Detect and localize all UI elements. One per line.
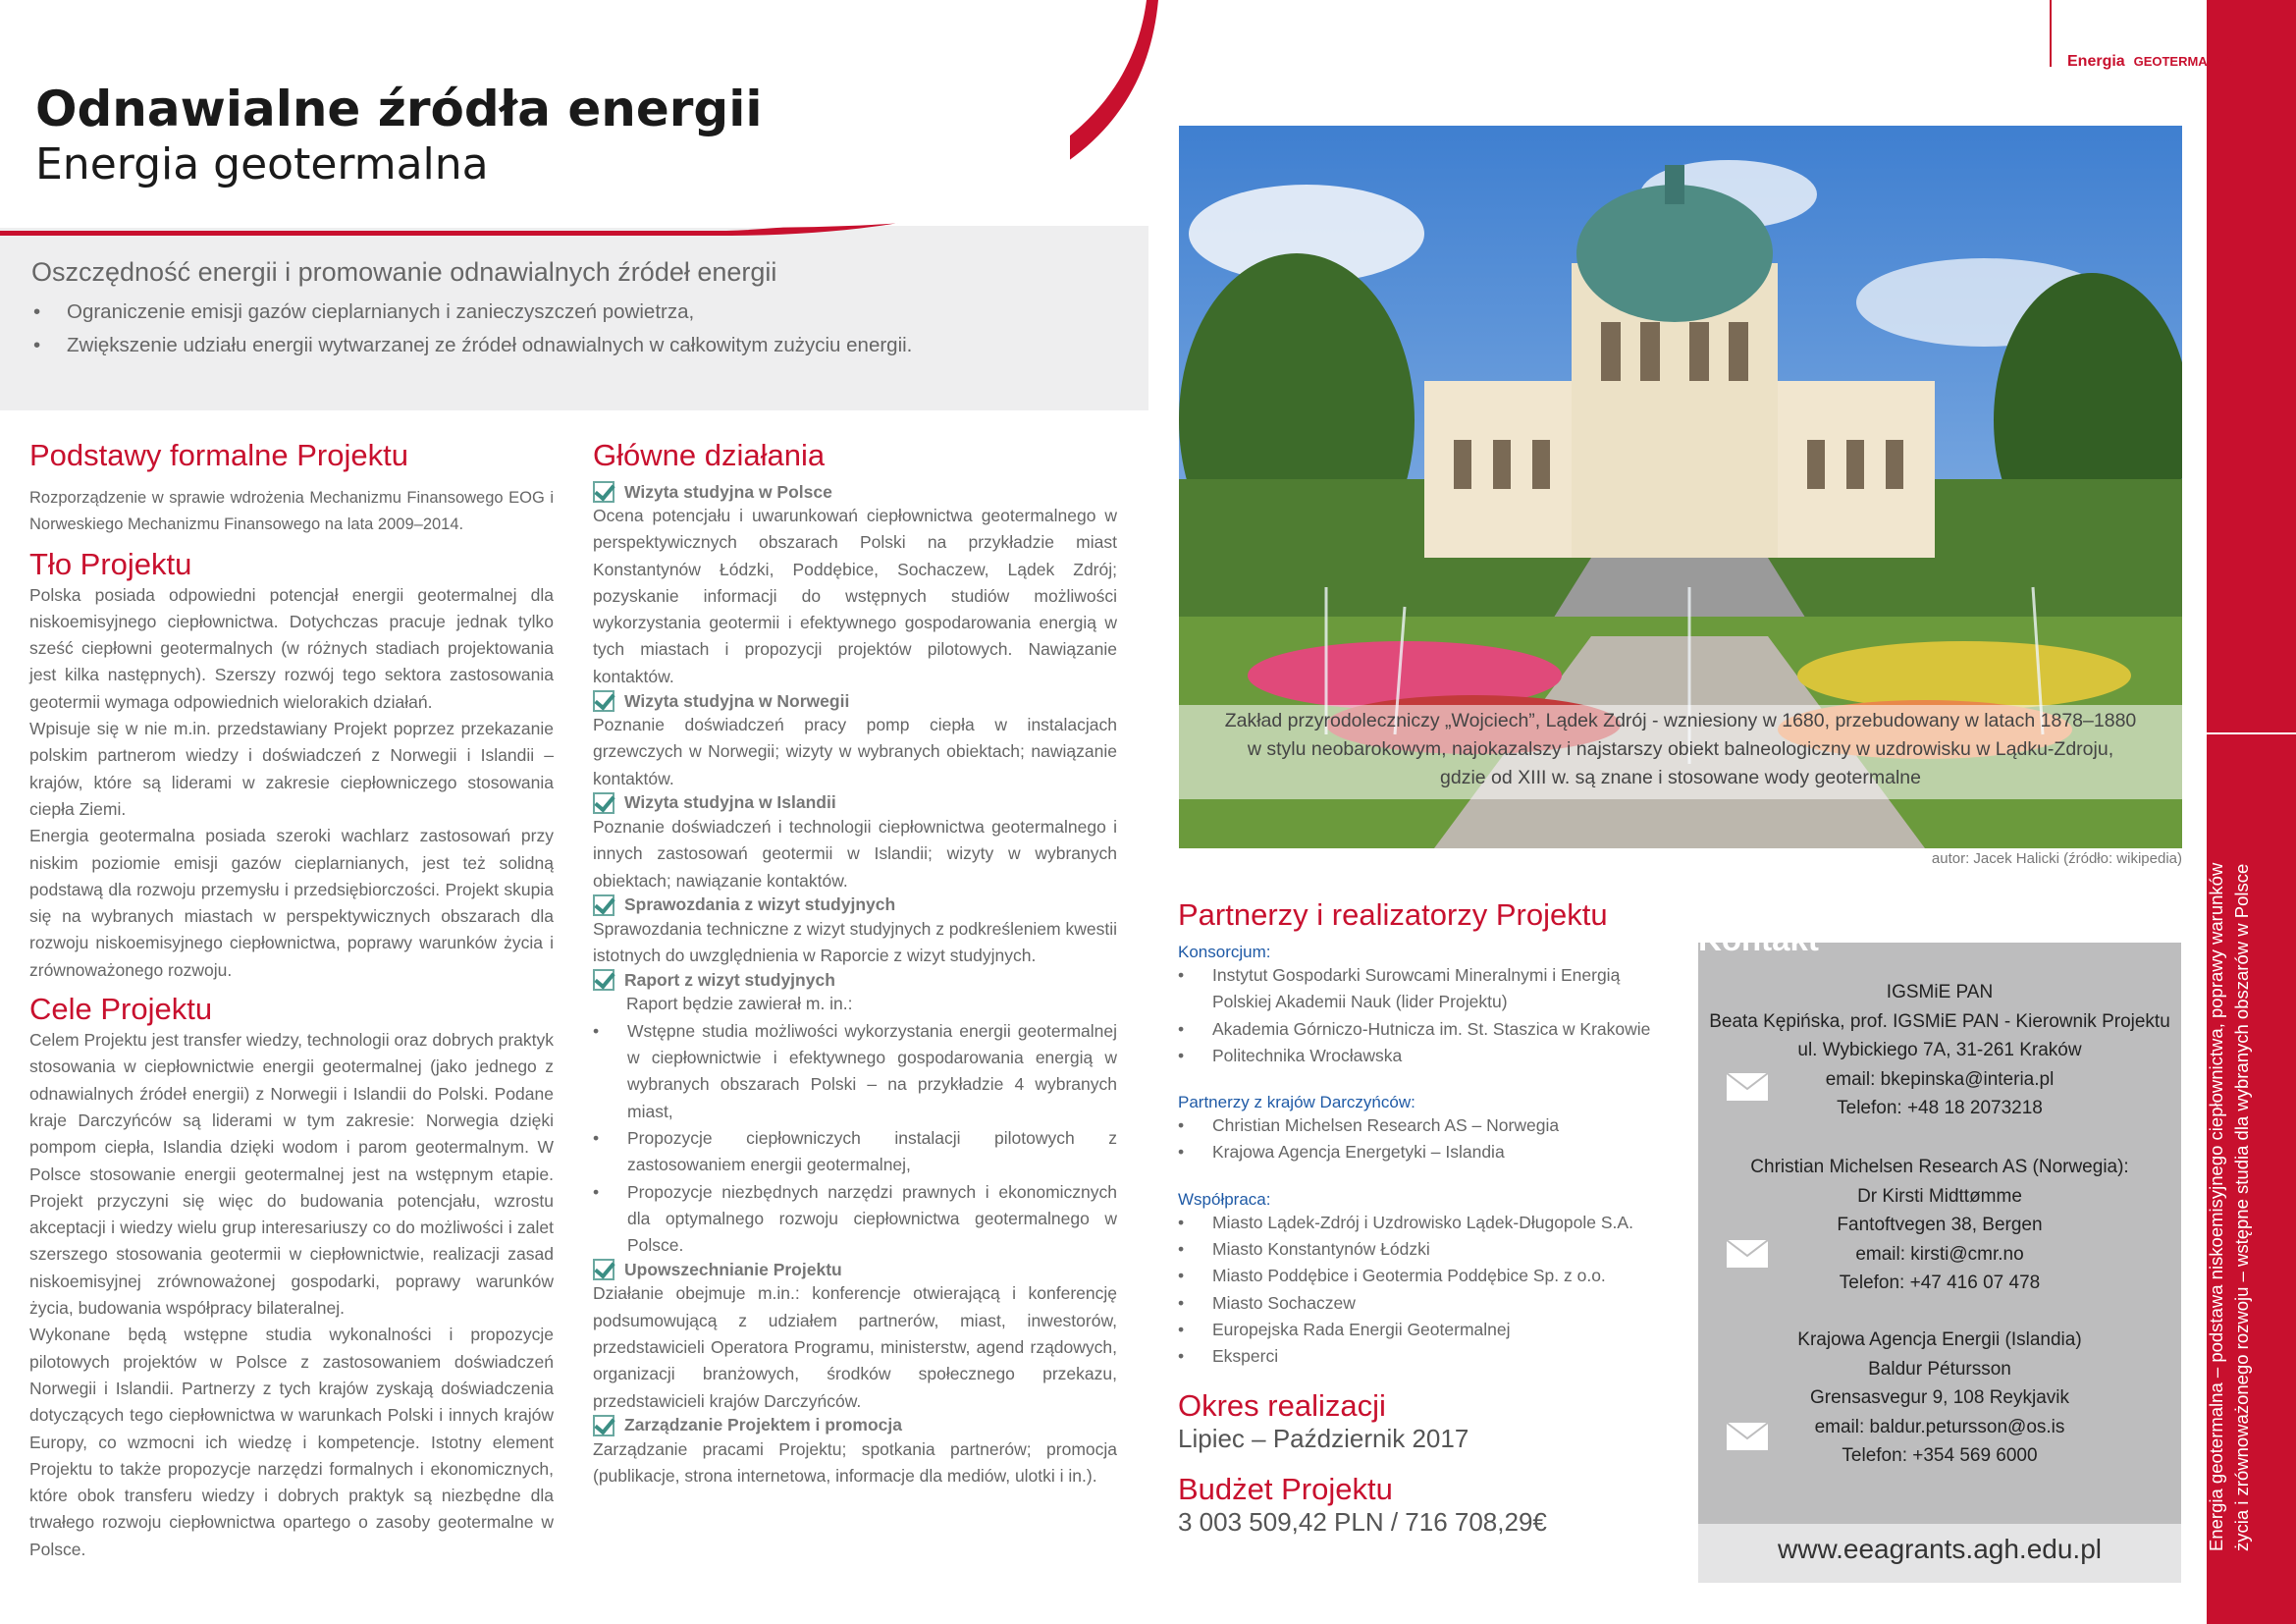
activity-heading [593, 1415, 1117, 1436]
photo-credit: autor: Jacek Halicki (źródło: wikipedia) [1931, 850, 2182, 867]
wspolpraca-list [1178, 1210, 1669, 1371]
tagline: Oszczędność energii i promowanie odnawialnych źródeł energii [31, 257, 777, 287]
activity-title: Raport z wizyt studyjnych [624, 969, 835, 990]
activity-text: Sprawozdania techniczne z wizyt studyjnych z podkreśleniem kwestii istotnych do uwzględnienia w Raporcie z wizyt studyjnych. [593, 918, 1117, 966]
budzet-heading: Budżet Projektu [1178, 1471, 1393, 1506]
tlo-paragraph: Energia geotermalna posiada szeroki wachlarz zastosowań przy niskim poziomie emisji gazów cieplarnianych, jest też solidną podstawą dla rozwoju przemysłu i przedsiębiorczości. Projekt skupia się na wybranych miastach w perspektywicznych obszarach dla rozwoju niskoemisyjnego ciepłownictwa, poprawy warunków życia i zrównoważonego rozwoju. [29, 826, 554, 980]
activity-heading [593, 969, 1117, 991]
photo-caption [1179, 707, 2182, 792]
contact-address: ul. Wybickiego 7A, 31-261 Kraków [1797, 1040, 2082, 1060]
konsorcjum-list [1178, 962, 1669, 1069]
raport-item: • Propozycje niezbędnych narzędzi prawnych i ekonomicznych dla optymalnego rozwoju ciepłownictwa geotermalnego w Polsce. [593, 1179, 1117, 1260]
budzet-value: 3 003 509,42 PLN / 716 708,29€ [1178, 1506, 1547, 1537]
partner-item: • Krajowa Agencja Energetyki – Islandia [1178, 1139, 1669, 1165]
partners-section [1178, 897, 1669, 1538]
okres-value: Lipiec – Październik 2017 [1178, 1423, 1469, 1453]
tagline-bullet: • Zwiększenie udziału energii wytwarzanej ze źródeł odnawialnych w całkowitym zużyciu energii. [33, 334, 913, 356]
activity-heading [593, 792, 1117, 814]
caption-line: w stylu neobarokowym, najokazalszy i najstarszy obiekt balneologiczny w uzdrowisku w Lądku-Zdroju, [1247, 738, 2114, 760]
band-divider [2207, 732, 2296, 734]
column-2 [593, 438, 1117, 1490]
website-link[interactable]: www.eeagrants.agh.edu.pl [1778, 1534, 2102, 1564]
page-title: Odnawialne źródła energii [35, 81, 763, 137]
checkbox-icon [593, 969, 614, 991]
cele-paragraph: Wykonane będą wstępne studia wykonalności i propozycje pilotowych projektów w Polsce z zastosowaniem doświadczeń Norwegii i Islandii. Partnerzy z tych krajów zyskają doświadczenia dotyczących tego ciepłownictwa w warunkach Polski i innych krajów Europy, co wzmocni ich wiedzę i kompetencje. Istotny element Projektu to także propozycje narzędzi formalnych i ekonomicznych, które obok transferu wiedzy i dobrych praktyk są niezbędne dla trwałego rozwoju ciepłownictwa opartego o zasoby geotermalne w Polsce. [29, 1325, 554, 1559]
darczyncy-list [1178, 1112, 1669, 1166]
checkbox-icon [593, 1259, 614, 1280]
partner-item: • Miasto Lądek-Zdrój i Uzdrowisko Lądek-Długopole S.A. [1178, 1210, 1669, 1236]
activity-text: Działanie obejmuje m.in.: konferencje otwierającą i konferencję podsumowującą z udziałem partnerów, miast, inwestorów, przedstawicieli Operatora Programu, ministerstw, agend rządowych, organizacji branżowych, środków społecznego przekazu, przedstawicieli krajów Darczyńców. [593, 1283, 1117, 1411]
column-1 [29, 438, 554, 1563]
section-label-word-2: GEOTERMALNA [2133, 54, 2234, 69]
activity-heading [593, 481, 1117, 503]
tagline-bullet-text: Ograniczenie emisji gazów cieplarnianych i zanieczyszczeń powietrza, [67, 300, 695, 323]
section-label [2067, 53, 2233, 71]
podstawy-heading: Podstawy formalne Projektu [29, 438, 408, 472]
envelope-icon [1726, 1239, 1769, 1269]
activity-text: Raport będzie zawierał m. in.: [626, 994, 853, 1014]
contact-org: IGSMiE PAN [1886, 982, 1994, 1002]
partner-item: • Europejska Rada Energii Geotermalnej [1178, 1317, 1669, 1343]
contact-heading: Kontakt [1698, 921, 1819, 957]
glowne-heading: Główne działania [593, 438, 826, 472]
envelope-icon [1726, 1072, 1769, 1102]
darczyncy-label: Partnerzy z krajów Darczyńców: [1178, 1093, 1415, 1112]
tagline-bullet-text: Zwiększenie udziału energii wytwarzanej ze źródeł odnawialnych w całkowitym zużyciu energii. [67, 334, 913, 356]
activity-heading [593, 894, 1117, 916]
checkbox-icon [593, 481, 614, 503]
vertical-band-text [2204, 766, 2255, 1551]
activity-heading [593, 1259, 1117, 1280]
partner-item: • Christian Michelsen Research AS – Norwegia [1178, 1112, 1669, 1139]
contact-email[interactable]: email: kirsti@cmr.no [1855, 1243, 2024, 1265]
contact-address: Fantoftvegen 38, Bergen [1837, 1215, 2043, 1235]
tlo-paragraph: Polska posiada odpowiedni potencjał energii geotermalnej dla niskoemisyjnego ciepłownictwa. Dotychczas pracuje jednak tylko sześć ciepłowni geotermalnych (w różnych stadiach projektowania jest kilka następnych). Szerszy rozwój tego sektora zastosowania geotermii wymaga odpowiednich wielorakich działań. [29, 584, 554, 712]
partners-heading: Partnerzy i realizatorzy Projektu [1178, 897, 1608, 932]
caption-line: Zakład przyrodoleczniczy „Wojciech”, Lądek Zdrój - wzniesiony w 1680, przebudowany w latach 1878–1880 [1224, 710, 2137, 731]
contact-block [1698, 1326, 2181, 1471]
wspolpraca-label: Współpraca: [1178, 1189, 1271, 1209]
checkbox-icon [593, 894, 614, 916]
page-subtitle: Energia geotermalna [35, 139, 489, 189]
konsorcjum-label: Konsorcjum: [1178, 943, 1271, 961]
contact-person: Dr Kirsti Midttømme [1857, 1185, 2022, 1207]
contact-block [1698, 1153, 2181, 1298]
activity-title: Wizyta studyjna w Polsce [624, 481, 832, 502]
contact-email[interactable]: email: bkepinska@interia.pl [1825, 1068, 2055, 1090]
contact-phone: Telefon: +48 18 2073218 [1837, 1098, 2043, 1118]
activity-text: Poznanie doświadczeń i technologii ciepłownictwa geotermalnego i innych zastosowań geotermii w Islandii; wizyty w wybranych obiektach; nawiązanie kontaktów. [593, 816, 1117, 891]
tlo-heading: Tło Projektu [29, 546, 192, 581]
partner-item: • Miasto Konstantynów Łódzki [1178, 1236, 1669, 1263]
activity-title: Wizyta studyjna w Norwegii [624, 690, 850, 711]
checkbox-icon [593, 690, 614, 712]
contact-address: Grensasvegur 9, 108 Reykjavik [1809, 1387, 2069, 1408]
podstawy-text: Rozporządzenie w sprawie wdrożenia Mechanizmu Finansowego EOG i Norweskiego Mechanizmu Finansowego na lata 2009–2014. [29, 489, 554, 534]
partner-item: • Akademia Górniczo-Hutnicza im. St. Staszica w Krakowie [1178, 1016, 1669, 1043]
activity-text: Zarządzanie pracami Projektu; spotkania partnerów; promocja (publikacje, strona internetowa, informacje dla mediów, ulotki i in.). [593, 1438, 1117, 1487]
okres-heading: Okres realizacji [1178, 1387, 1386, 1423]
tagline-bullet: • Ograniczenie emisji gazów cieplarnianych i zanieczyszczeń powietrza, [33, 300, 695, 323]
contact-person: Baldur Pétursson [1868, 1358, 2011, 1380]
raport-item: • Wstępne studia możliwości wykorzystania energii geotermalnej w ciepłownictwie i efektywnego gospodarowania energią w wybranych obszarach Polski – na przykładzie 4 wybranych miast, [593, 1018, 1117, 1125]
checkbox-icon [593, 1415, 614, 1436]
activity-title: Upowszechnianie Projektu [624, 1259, 842, 1279]
cele-paragraph: Celem Projektu jest transfer wiedzy, technologii oraz dobrych praktyk stosowania w ciepłownictwie energii geotermalnej (jako jednego z odnawialnych źródeł energii) z Norwegii i Islandii do Polski. Podane kraje Darczyńców są liderami w tym zakresie: Norwegia dzięki pompom ciepła, Islandia dzięki wodom i parom geotermalnym. W Polsce stosowanie energii geotermalnej jest na wstępnym etapie. Projekt przyczyni się więc do budowania potencjału, wzrostu akceptacji i wiedzy wielu grup interesariuszy co do możliwości i zalet szerszego stosowania geotermii w ciepłownictwie, realizacji zasad niskoemisyjnej zrównoważonej gospodarki, poprawy warunków życia, budowania współpracy bilateralnej. [29, 1030, 554, 1319]
activity-heading [593, 690, 1117, 712]
activity-title: Zarządzanie Projektem i promocja [624, 1415, 903, 1435]
vertical-line: Energia geotermalna – podstawa niskoemisyjnego ciepłownictwa, poprawy warunków [2206, 862, 2226, 1551]
activity-title: Sprawozdania z wizyt studyjnych [624, 894, 896, 915]
vertical-line: życia i zrównoważonego rozwoju – wstępne studia dla wybranych obszarów w Polsce [2231, 863, 2252, 1551]
band-top-rule [2050, 0, 2052, 67]
partner-item: • Miasto Sochaczew [1178, 1290, 1669, 1317]
tlo-paragraph: Wpisuje się w nie m.in. przedstawiany Projekt poprzez przekazanie polskim partnerom wiedzy i doświadczeń z Norwegii i Islandii – krajów, które są liderami w zakresie ciepłowniczego stosowania ciepła Ziemi. [29, 719, 554, 819]
raport-item: • Propozycje ciepłowniczych instalacji pilotowych z zastosowaniem energii geotermalnej, [593, 1125, 1117, 1179]
contact-block [1698, 978, 2181, 1123]
activity-text: Ocena potencjału i uwarunkowań ciepłownictwa geotermalnego w perspektywicznych obszarach Polski na przykładzie miast Konstantynów Łódzki, Poddębice, Sochaczew, Lądek Zdrój; pozyskanie informacji do wstępnych studiów możliwości wykorzystania geotermii i efektywnego gospodarowania energią w tych miastach i propozycji projektów pilotowych. Nawiązanie kontaktów. [593, 506, 1117, 686]
activity-title: Wizyta studyjna w Islandii [624, 792, 836, 813]
partner-item: • Instytut Gospodarki Surowcami Mineralnymi i Energią Polskiej Akademii Nauk (lider Projektu) [1178, 962, 1669, 1016]
contact-person: Beata Kępińska, prof. IGSMiE PAN - Kierownik Projektu [1709, 1010, 2170, 1032]
contact-org: Krajowa Agencja Energii (Islandia) [1797, 1329, 2082, 1350]
checkbox-icon [593, 792, 614, 814]
partner-item: • Eksperci [1178, 1343, 1669, 1370]
partner-item: • Miasto Poddębice i Geotermia Poddębice Sp. z o.o. [1178, 1263, 1669, 1289]
contact-email[interactable]: email: baldur.petursson@os.is [1814, 1416, 2065, 1437]
contact-phone: Telefon: +354 569 6000 [1842, 1445, 2038, 1466]
partner-item: • Politechnika Wrocławska [1178, 1043, 1669, 1069]
cele-heading: Cele Projektu [29, 992, 213, 1027]
activity-text: Poznanie doświadczeń pracy pomp ciepła w instalacjach grzewczych w Norwegii; wizyty w wybranych obiektach; nawiązanie kontaktów. [593, 715, 1117, 788]
contact-phone: Telefon: +47 416 07 478 [1839, 1272, 2041, 1293]
envelope-icon [1726, 1422, 1769, 1451]
contact-org: Christian Michelsen Research AS (Norwegia): [1750, 1157, 2129, 1177]
section-label-word: Energia [2067, 53, 2125, 70]
caption-line: gdzie od XIII w. są znane i stosowane wody geotermalne [1440, 767, 1921, 788]
raport-list [593, 1018, 1117, 1260]
